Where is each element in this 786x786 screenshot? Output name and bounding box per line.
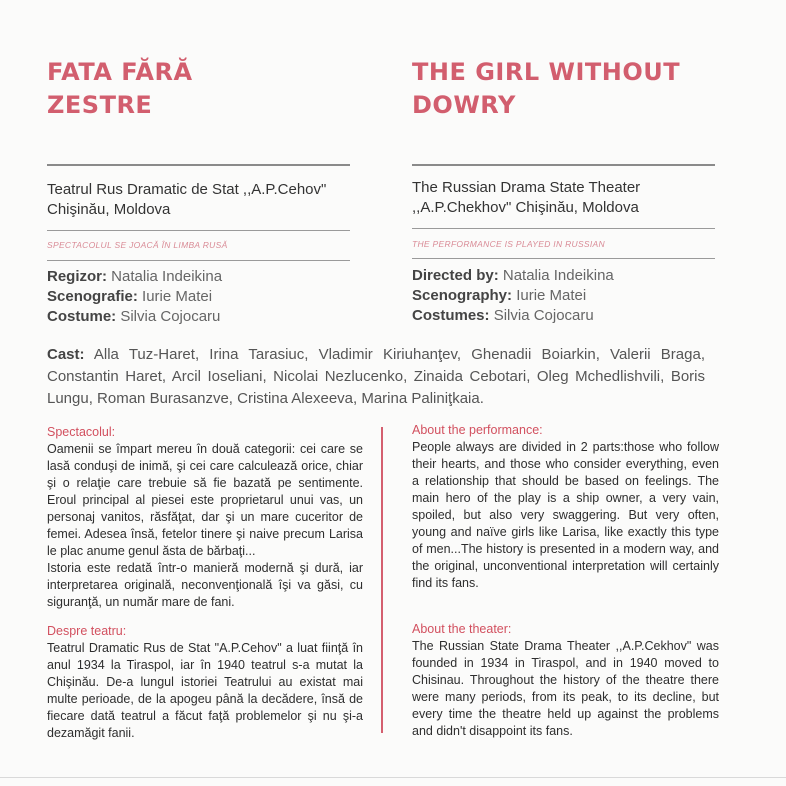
divider-rule bbox=[412, 228, 715, 229]
venue-ro-line2: Chişinău, Moldova bbox=[47, 201, 171, 218]
column-divider bbox=[381, 427, 383, 733]
divider-rule bbox=[47, 230, 350, 231]
venue-en-line2: ,,A.P.Chekhov" Chişinău, Moldova bbox=[412, 199, 639, 216]
credit-value: Natalia Indeikina bbox=[111, 268, 223, 285]
cast-label: Cast: bbox=[47, 346, 85, 363]
body-en-theater bbox=[412, 621, 719, 740]
venue-ro-line1: Teatrul Rus Dramatic de Stat ,,A.P.Cehov" bbox=[47, 181, 327, 198]
credit-value: Silvia Cojocaru bbox=[493, 307, 594, 324]
credit-label: Costume: bbox=[47, 308, 117, 325]
credit-costumes bbox=[412, 306, 732, 326]
credit-value: Iurie Matei bbox=[516, 287, 587, 304]
title-ro-line1: FATA FĂRĂ bbox=[47, 58, 193, 86]
title-en bbox=[412, 56, 752, 122]
credit-value: Silvia Cojocaru bbox=[120, 308, 221, 325]
body-ro-theater bbox=[47, 623, 363, 742]
credit-costumes bbox=[47, 307, 367, 327]
credit-director bbox=[412, 266, 732, 286]
paragraph: People always are divided in 2 parts:those who follow their hearts, and those who consider everything, even a relationship that should be based on feelings. The main hero of the play is a ship owner, a very vain, spoiled, but also very swaggering. But very often, young and naïve girls like Larisa, like exactly this type of men...The history is presented in a modern way, and the original, unconventional interpretation will certainly find its fans. bbox=[412, 440, 719, 590]
credit-label: Directed by: bbox=[412, 267, 499, 284]
page-edge-rule bbox=[0, 777, 786, 778]
credit-scenography bbox=[47, 287, 367, 307]
credit-label: Regizor: bbox=[47, 268, 107, 285]
credits-ro bbox=[47, 267, 367, 327]
divider-rule bbox=[47, 260, 350, 261]
divider-rule bbox=[412, 164, 715, 166]
venue-ro bbox=[47, 180, 367, 220]
section-heading: Despre teatru: bbox=[47, 624, 127, 638]
language-note-ro: SPECTACOLUL SE JOACĂ ÎN LIMBA RUSĂ bbox=[47, 240, 228, 250]
credits-en bbox=[412, 266, 732, 326]
title-ro bbox=[47, 56, 367, 122]
credit-value: Iurie Matei bbox=[142, 288, 213, 305]
title-en-line2: DOWRY bbox=[412, 91, 516, 119]
venue-en-line1: The Russian Drama State Theater bbox=[412, 179, 641, 196]
title-ro-line2: ZESTRE bbox=[47, 91, 153, 119]
body-en bbox=[412, 422, 719, 592]
paragraph: Teatrul Dramatic Rus de Stat "A.P.Cehov" a luat fiinţă în anul 1934 la Tiraspol, iar în 1940 teatrul s-a mutat la Chişinău. De-a lungul istoriei Teatrului au existat mai multe perioade, de la apogeu până la decădere, însă de fiecare dată teatrul a făcut faţă problemelor şi nu şi-a dezamăgit fanii. bbox=[47, 641, 363, 740]
section-heading: About the theater: bbox=[412, 622, 512, 636]
language-note-en: THE PERFORMANCE IS PLAYED IN RUSSIAN bbox=[412, 239, 605, 249]
paragraph: The Russian State Drama Theater ,,A.P.Cekhov" was founded in 1934 in Tiraspol, and in 1940 moved to Chisinau. Throughout the history of the theatre there were many periods, from its peak, to its decline, but every time the theatre held up against the problems and didn't disappoint its fans. bbox=[412, 639, 719, 738]
credit-label: Scenografie: bbox=[47, 288, 138, 305]
section-heading: Spectacolul: bbox=[47, 425, 116, 439]
credit-value: Natalia Indeikina bbox=[502, 267, 614, 284]
section-heading: About the performance: bbox=[412, 423, 543, 437]
credit-director bbox=[47, 267, 367, 287]
paragraph: Oamenii se împart mereu în două categorii: cei care se lasă conduşi de inimă, şi cei care calculează orice, chiar şi o relaţie care trebuie să fie bazată pe sentimente. Eroul principal al piesei este proprietarul unui vas, un personaj vanitos, răsfăţat, dar şi un mare cuceritor de femei. Adesea însă, fetelor tinere şi naive precum Larisa le plac anume genul ăsta de bărbaţi... bbox=[47, 442, 363, 558]
cast-names: Alla Tuz-Haret, Irina Tarasiuc, Vladimir Kiriuhanţev, Ghenadii Boiarkin, Valerii Braga, Constantin Haret, Arcil Ioseliani, Nicolai Nezlucenko, Zinaida Cebotari, Oleg Mchedlishvili, Boris Lungu, Roman Burasanzve, Cristina Alexeeva, Marina Paliniţkaia. bbox=[47, 346, 705, 407]
cast-list bbox=[47, 344, 705, 410]
credit-scenography bbox=[412, 286, 732, 306]
body-ro bbox=[47, 424, 363, 611]
credit-label: Scenography: bbox=[412, 287, 513, 304]
paragraph: Istoria este redată într-o manieră modernă şi dură, iar interpretarea originală, neconvenţională îşi va găsi, cu siguranţă, un număr mare de fani. bbox=[47, 561, 363, 609]
divider-rule bbox=[47, 164, 350, 166]
credit-label: Costumes: bbox=[412, 307, 490, 324]
title-en-line1: THE GIRL WITHOUT bbox=[412, 58, 681, 86]
venue-en bbox=[412, 178, 742, 218]
divider-rule bbox=[412, 258, 715, 259]
